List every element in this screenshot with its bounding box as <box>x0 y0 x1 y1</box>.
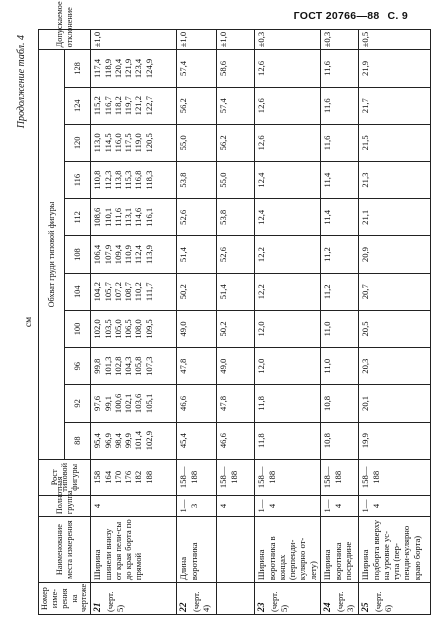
value-cell: 10,8 <box>321 385 359 422</box>
value-cell: 47,8 <box>177 348 217 385</box>
value-cell: 12,6 <box>255 124 321 161</box>
value-cell: 46,6 <box>217 422 255 459</box>
column-header: 92 <box>64 385 90 422</box>
value-cell: 21,5 <box>359 124 431 161</box>
value-cell: 117,4 118,9 120,4 121,9 123,4 124,9 <box>91 50 177 87</box>
value-cell: 57,4 <box>217 87 255 124</box>
value-cell: 19,9 <box>359 422 431 459</box>
fullness-group-cell: 1—4 <box>321 495 359 516</box>
height-cell: 158—188 <box>321 459 359 495</box>
drawing-reference: (черт. 4) <box>190 591 211 612</box>
value-cell: 57,4 <box>177 50 217 87</box>
value-cell: 21,7 <box>359 87 431 124</box>
fullness-group-cell: 1—4 <box>359 495 431 516</box>
fullness-group-cell: 1—3 <box>177 495 217 516</box>
header-chest-girth: Обхват груди типовой фигуры <box>39 50 65 459</box>
value-cell: 106,4 107,9 109,4 110,9 112,4 113,9 <box>91 236 177 273</box>
measure-number: 25 <box>361 602 372 612</box>
height-cell: 158 164 170 176 182 188 <box>91 459 177 495</box>
column-header: 116 <box>64 161 90 198</box>
value-cell: 52,6 <box>177 199 217 236</box>
value-cell: 55,0 <box>217 161 255 198</box>
value-cell: 12,0 <box>255 310 321 347</box>
value-cell: 11,6 <box>321 50 359 87</box>
height-cell: 158—188 <box>177 459 217 495</box>
header-measure-number: Номер изме-рения на чертеже <box>39 583 91 615</box>
value-cell: 49,0 <box>177 310 217 347</box>
measure-number: 23 <box>257 602 268 612</box>
value-cell: 53,8 <box>177 161 217 198</box>
value-cell: 20,1 <box>359 385 431 422</box>
value-cell: 21,1 <box>359 199 431 236</box>
header-fullness-group: Полнотная группа <box>39 495 91 516</box>
value-cell: 11,4 <box>321 199 359 236</box>
value-cell: 97,6 99,1 100,6 102,1 103,6 105,1 <box>91 385 177 422</box>
measure-number: 21 <box>93 602 104 612</box>
fullness-group-cell: 4 <box>91 495 177 516</box>
value-cell: 11,8 <box>255 422 321 459</box>
measure-number-cell <box>91 583 177 615</box>
table-row <box>255 30 321 615</box>
value-cell: 108,6 110,1 111,6 113,1 114,6 116,1 <box>91 199 177 236</box>
value-cell: 47,8 <box>217 385 255 422</box>
header-measure-name: Наименование места измерения <box>39 517 91 583</box>
fullness-group-cell: 4 <box>217 495 255 516</box>
column-header: 104 <box>64 273 90 310</box>
value-cell: 11,2 <box>321 236 359 273</box>
value-cell: 10,8 <box>321 422 359 459</box>
drawing-reference: (черт. 5) <box>268 591 289 612</box>
table-body <box>91 30 431 615</box>
column-header: 112 <box>64 199 90 236</box>
height-cell: 158—188 <box>255 459 321 495</box>
value-cell: 21,3 <box>359 161 431 198</box>
header-deviation: Допускаемое отклонение <box>39 30 91 50</box>
measure-name-cell: Ширина шинели внизу от края пели-сы до края борта по прямой <box>91 517 177 583</box>
value-cell: 11,6 <box>321 124 359 161</box>
value-cell: 12,4 <box>255 161 321 198</box>
fullness-group-cell: 1—4 <box>255 495 321 516</box>
value-cell: 45,4 <box>177 422 217 459</box>
value-cell: 53,8 <box>217 199 255 236</box>
deviation-cell: ±0,3 <box>321 30 359 50</box>
deviation-cell: ±1,0 <box>91 30 177 50</box>
deviation-cell: ±0,5 <box>359 30 431 50</box>
height-cell: 158—188 <box>359 459 431 495</box>
measure-name-cell: Длина воротника <box>177 517 217 583</box>
measure-name-cell: Ширина воротника в концах (перпенди-кулярно от-лету) <box>255 517 321 583</box>
header-figure-height: Рост типовой фигуры <box>39 459 91 495</box>
page-number: С. 9 <box>387 10 408 22</box>
value-cell: 113,0 114,5 116,0 117,5 119,0 120,5 <box>91 124 177 161</box>
column-header: 124 <box>64 87 90 124</box>
value-cell: 50,2 <box>217 310 255 347</box>
deviation-cell: ±1,0 <box>177 30 217 50</box>
column-header: 120 <box>64 124 90 161</box>
drawing-reference: (черт. 6) <box>372 591 393 612</box>
value-cell: 11,8 <box>255 385 321 422</box>
value-cell: 11,0 <box>321 348 359 385</box>
drawing-reference: (черт. 5) <box>104 591 125 612</box>
drawing-reference: (черт. 3) <box>334 591 355 612</box>
value-cell: 20,9 <box>359 236 431 273</box>
measure-number: 24 <box>323 602 334 612</box>
table-row <box>359 30 431 615</box>
table-row <box>321 30 359 615</box>
column-header: 96 <box>64 348 90 385</box>
value-cell: 20,3 <box>359 348 431 385</box>
height-cell: 158—188 <box>217 459 255 495</box>
value-cell: 55,0 <box>177 124 217 161</box>
value-cell: 11,6 <box>321 87 359 124</box>
value-cell: 12,2 <box>255 236 321 273</box>
deviation-cell: ±0,3 <box>255 30 321 50</box>
measure-number-cell <box>321 583 359 615</box>
value-cell: 58,6 <box>217 50 255 87</box>
column-header: 88 <box>64 422 90 459</box>
value-cell: 110,8 112,3 113,8 115,3 116,8 118,3 <box>91 161 177 198</box>
deviation-cell: ±1,0 <box>217 30 255 50</box>
measure-number-cell <box>359 583 431 615</box>
value-cell: 104,2 105,7 107,2 108,7 110,2 111,7 <box>91 273 177 310</box>
column-header: 108 <box>64 236 90 273</box>
value-cell: 51,4 <box>217 273 255 310</box>
value-cell: 11,4 <box>321 161 359 198</box>
value-cell: 12,6 <box>255 50 321 87</box>
value-cell: 51,4 <box>177 236 217 273</box>
value-cell: 20,7 <box>359 273 431 310</box>
value-cell: 56,2 <box>177 87 217 124</box>
value-cell: 20,5 <box>359 310 431 347</box>
value-cell: 12,6 <box>255 87 321 124</box>
value-cell: 12,4 <box>255 199 321 236</box>
value-cell: 11,0 <box>321 310 359 347</box>
value-cell: 102,0 103,5 105,0 106,5 108,0 109,5 <box>91 310 177 347</box>
value-cell: 49,0 <box>217 348 255 385</box>
value-cell: 46,6 <box>177 385 217 422</box>
page-header <box>294 10 408 22</box>
table-row <box>91 30 177 615</box>
value-cell: 95,4 96,9 98,4 99,9 101,4 102,9 <box>91 422 177 459</box>
measure-name-cell: Ширина подборта вверху на уровне ус-тупа (пер-пенди-кулярно краю борта) <box>359 517 431 583</box>
measure-name-cell: Ширина воротника посредине <box>321 517 359 583</box>
column-header: 100 <box>64 310 90 347</box>
column-header: 128 <box>64 50 90 87</box>
measure-number-cell <box>255 583 321 615</box>
value-cell: 50,2 <box>177 273 217 310</box>
measure-number-cell <box>177 583 217 615</box>
value-cell: 12,0 <box>255 348 321 385</box>
value-cell: 56,2 <box>217 124 255 161</box>
value-cell: 12,2 <box>255 273 321 310</box>
table-continuation-note: Продолжение табл. 4 <box>16 35 27 129</box>
unit-label: см <box>24 316 34 328</box>
table-header-row <box>39 30 65 615</box>
value-cell: 52,6 <box>217 236 255 273</box>
measure-number-cell <box>217 583 255 615</box>
standard-code: ГОСТ 20766—88 <box>293 10 380 22</box>
table-row <box>177 30 217 615</box>
measure-number: 22 <box>179 602 190 612</box>
value-cell: 21,9 <box>359 50 431 87</box>
measure-name-cell <box>217 517 255 583</box>
value-cell: 11,2 <box>321 273 359 310</box>
value-cell: 99,8 101,3 102,8 104,3 105,8 107,3 <box>91 348 177 385</box>
table-row <box>217 30 255 615</box>
value-cell: 115,2 116,7 118,2 119,7 121,2 122,7 <box>91 87 177 124</box>
